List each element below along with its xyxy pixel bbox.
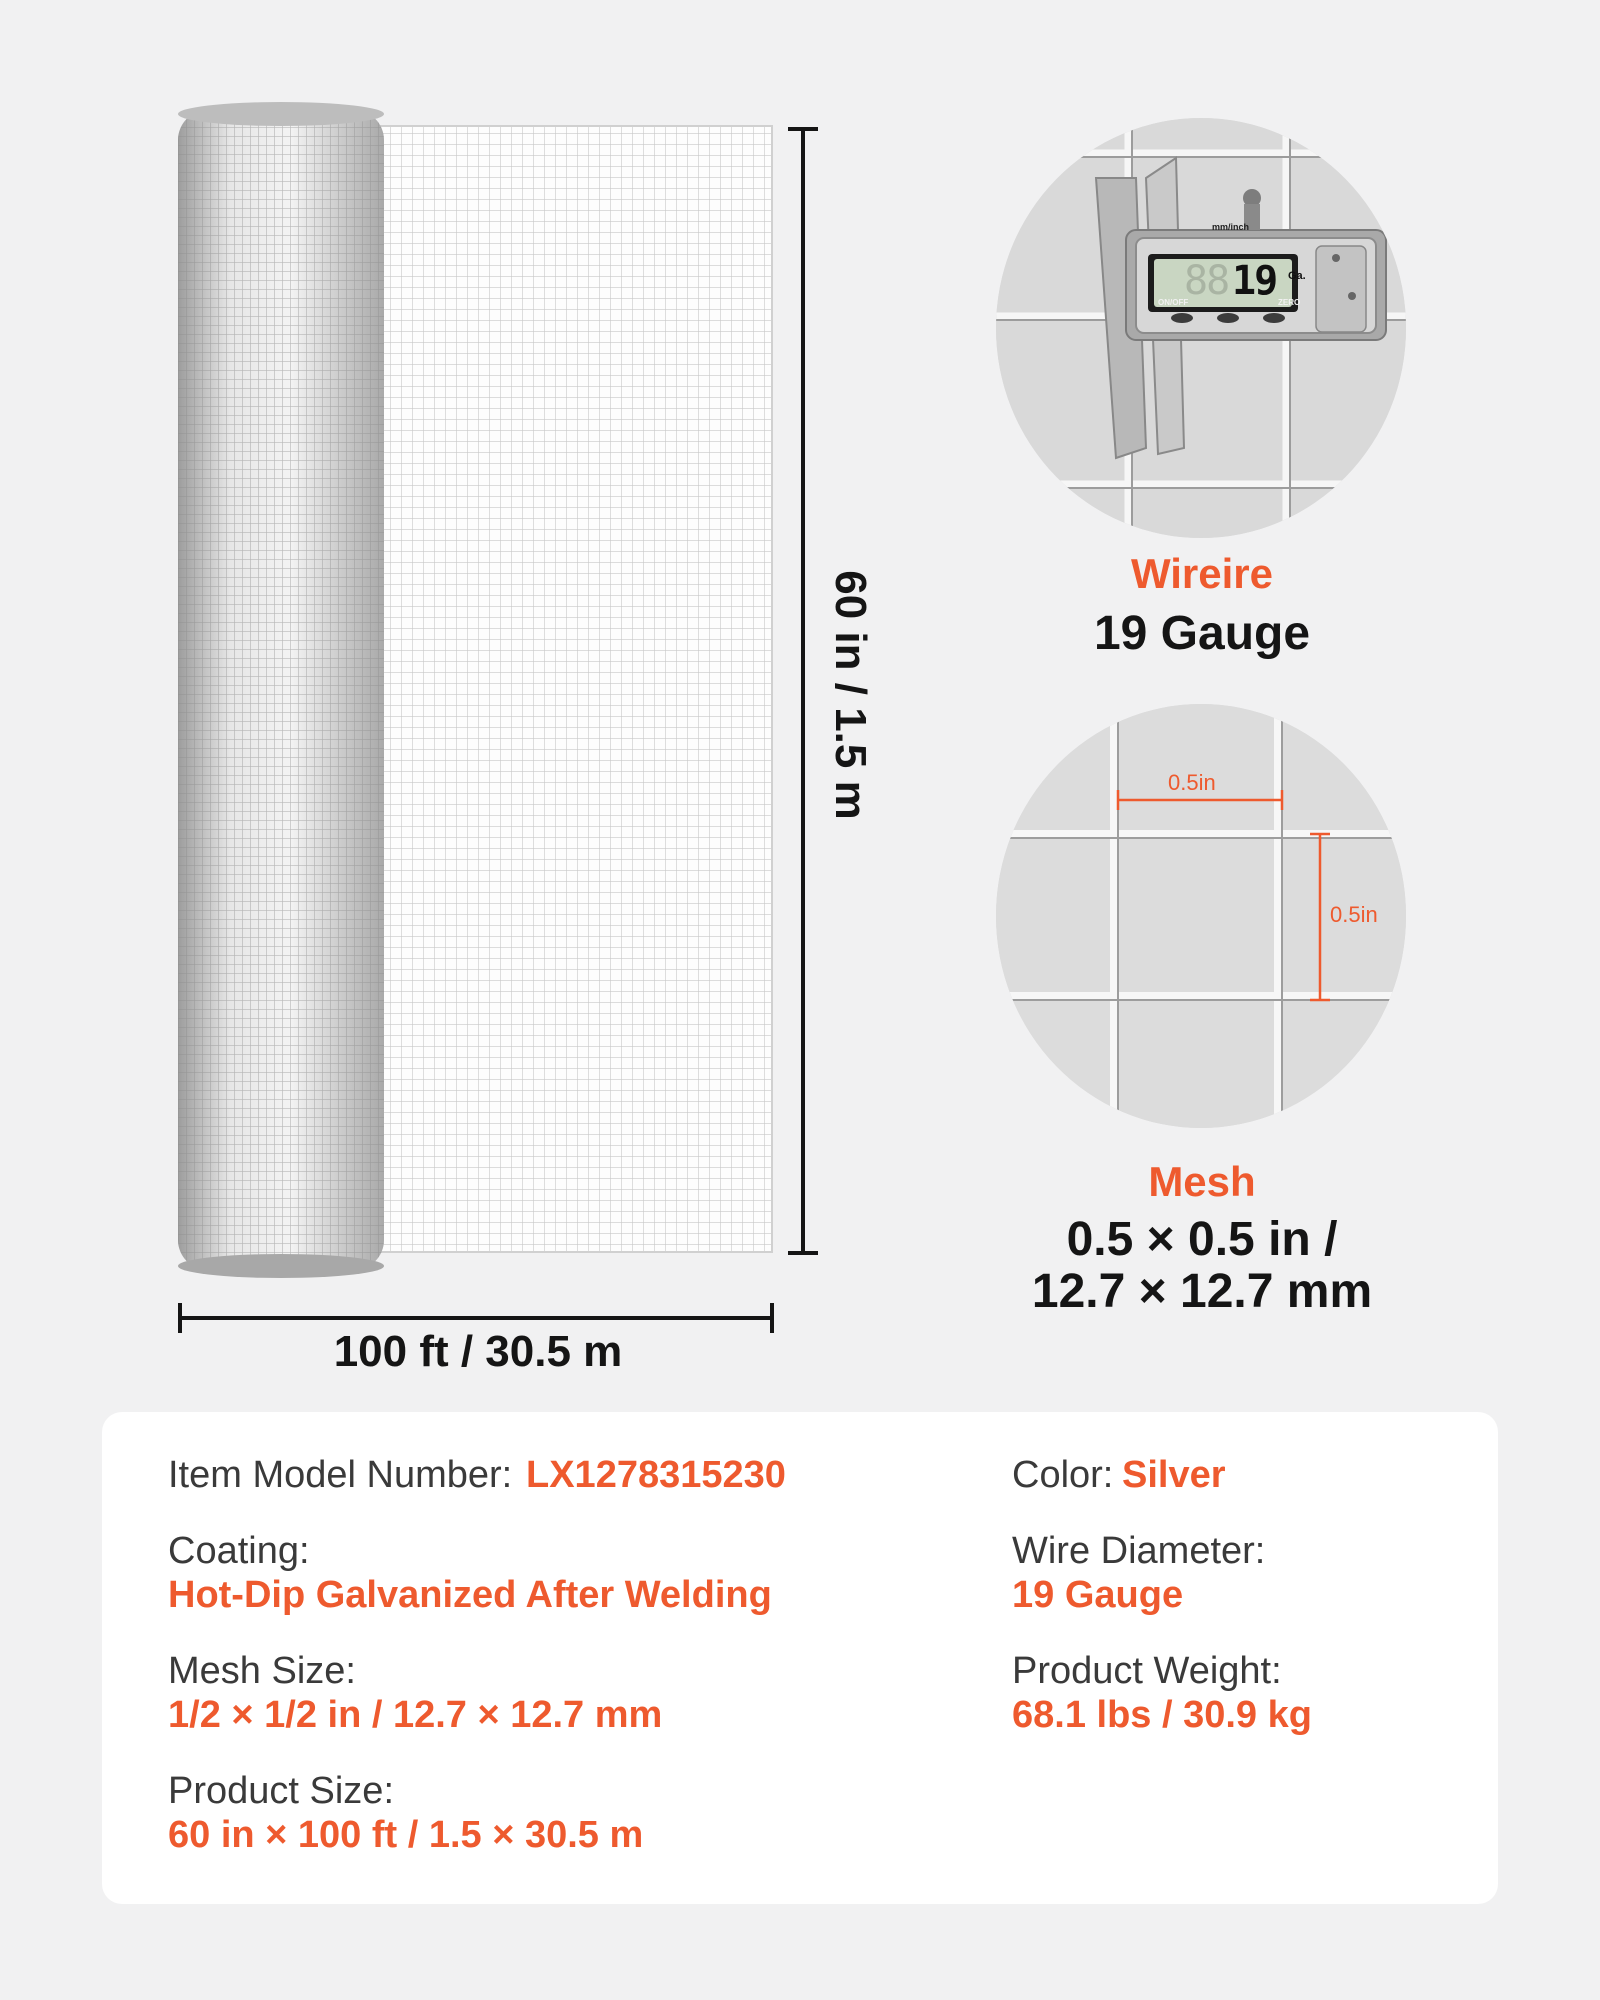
product-size-value: 60 in × 100 ft / 1.5 × 30.5 m [168,1814,644,1856]
caliper-zero-label: ZERO [1278,298,1301,307]
wire-gauge-detail-image [996,118,1406,538]
model-number-label: Item Model Number: [168,1454,513,1496]
mesh-size-detail-image [996,704,1406,1128]
wire-diameter-value: 19 Gauge [1012,1574,1184,1616]
wire-callout-value: 19 Gauge [1093,607,1311,660]
mesh-size-label: Mesh Size: [168,1650,356,1692]
caliper-on-off-label: ON/OFF [1158,298,1189,307]
specifications-card [102,1412,1498,1904]
model-number-value: LX1278315230 [526,1454,786,1496]
product-weight-label: Product Weight: [1012,1650,1282,1692]
coating-value: Hot-Dip Galvanized After Welding [168,1574,772,1616]
color-label: Color: [1012,1454,1114,1496]
height-dimension-cap-bottom [788,1251,818,1255]
caliper-header-text: mm/inch [1212,222,1250,232]
wire-callout-title: Wireire [1130,550,1274,597]
caliper-ghost-digits: 88 [1184,258,1229,304]
caliper-reading: 19 [1232,258,1277,304]
color-value: Silver [1122,1454,1226,1496]
mesh-size-value: 1/2 × 1/2 in / 12.7 × 12.7 mm [168,1694,663,1736]
coating-label: Coating: [168,1530,310,1572]
mesh-horizontal-measure-label: 0.5in [1168,770,1216,795]
height-dimension-line [801,127,805,1255]
mesh-vertical-measure-label: 0.5in [1330,902,1378,927]
wire-mesh-roll-image [170,100,780,1280]
height-dimension-label: 60 in / 1.5 m [826,570,875,820]
caliper-unit-label: Ga. [1288,270,1306,282]
height-dimension-cap-top [788,127,818,131]
width-dimension-label: 100 ft / 30.5 m [333,1327,623,1376]
product-weight-value: 68.1 lbs / 30.9 kg [1012,1694,1312,1736]
mesh-callout-value-line2: 12.7 × 12.7 mm [1031,1265,1373,1318]
mesh-callout-value-line1: 0.5 × 0.5 in / [1066,1213,1338,1266]
mesh-callout-title: Mesh [1148,1158,1256,1205]
wire-diameter-label: Wire Diameter: [1012,1530,1266,1572]
width-dimension-line [178,1316,774,1320]
product-size-label: Product Size: [168,1770,394,1812]
